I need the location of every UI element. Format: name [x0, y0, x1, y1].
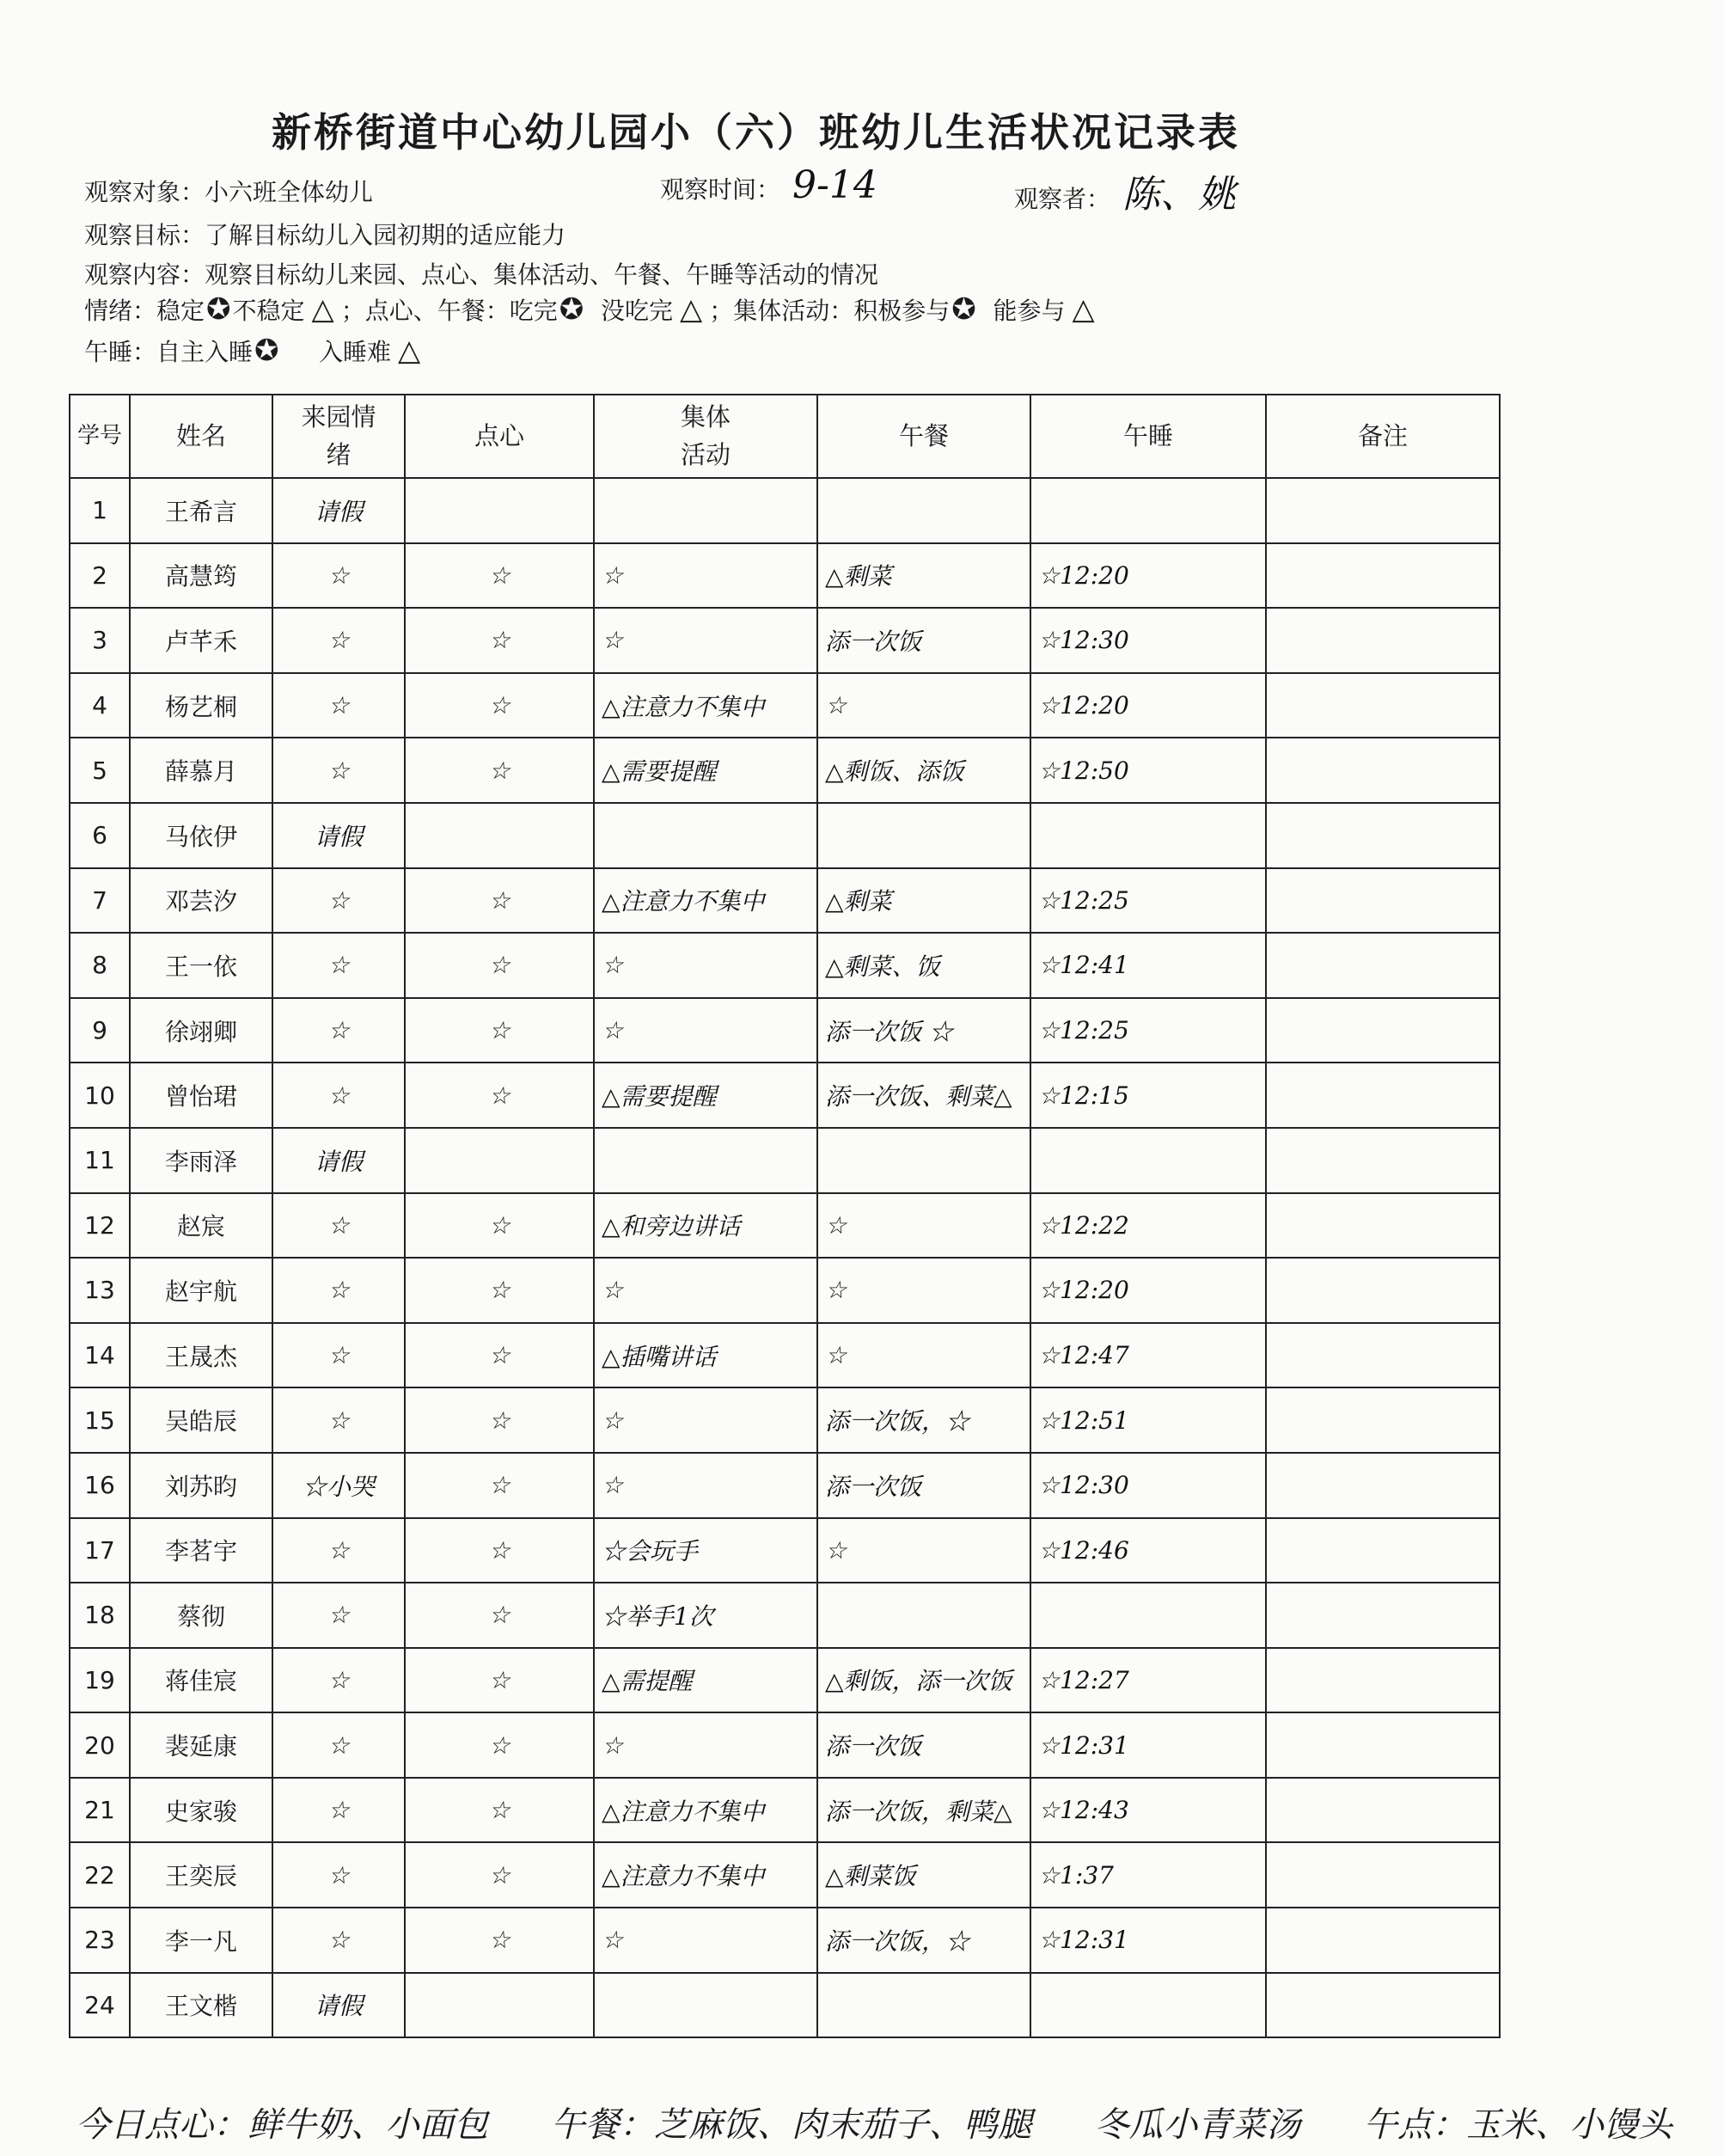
snack-status: ☆ [405, 1193, 594, 1259]
arrival-mood: ☆ [272, 608, 405, 673]
legend-hard-sleep: 入睡难 [319, 338, 392, 366]
table-row [70, 1842, 1500, 1908]
remark [1266, 998, 1500, 1063]
lunch-status: 添一次饭 ☆ [817, 998, 1030, 1063]
row-number: 16 [70, 1453, 130, 1518]
activity-status: △需要提醒 [594, 1063, 817, 1128]
row-number: 6 [70, 803, 130, 868]
nap-status [1030, 1583, 1266, 1648]
child-name: 李雨泽 [130, 1128, 272, 1193]
arrival-mood: ☆ [272, 1842, 405, 1908]
child-name: 马依伊 [130, 803, 272, 868]
lunch-status: ☆ [817, 1193, 1030, 1259]
arrival-mood: ☆ [272, 1583, 405, 1648]
activity-status: △注意力不集中 [594, 673, 817, 738]
arrival-mood: ☆ [272, 1648, 405, 1713]
row-number: 21 [70, 1778, 130, 1843]
activity-status [594, 803, 817, 868]
table-row [70, 738, 1500, 803]
observe-target-value: 小六班全体幼儿 [205, 178, 374, 206]
arrival-mood: ☆ [272, 1712, 405, 1778]
remark [1266, 608, 1500, 673]
row-number: 4 [70, 673, 130, 738]
table-row [70, 868, 1500, 934]
snack-status: ☆ [405, 868, 594, 934]
star-icon: ✪ [951, 292, 976, 327]
arrival-mood: ☆ [272, 1323, 405, 1388]
soup-today: 冬瓜小青菜汤 [1094, 2105, 1301, 2145]
row-number: 7 [70, 868, 130, 934]
activity-status: △和旁边讲话 [594, 1193, 817, 1259]
content-label: 观察内容： [84, 260, 205, 289]
arrival-mood: ☆ [272, 1908, 405, 1973]
arrival-mood: ☆ [272, 1258, 405, 1323]
header-remark: 备注 [1266, 395, 1500, 478]
table-row [70, 1193, 1500, 1259]
table-row [70, 1648, 1500, 1713]
nap-status [1030, 1973, 1266, 2038]
table-row [70, 608, 1500, 673]
afternoon-snack-today: 午点：玉米、小馒头 [1363, 2105, 1673, 2145]
snack-status: ☆ [405, 1712, 594, 1778]
remark [1266, 933, 1500, 998]
arrival-mood: ☆ [272, 543, 405, 609]
lunch-status: △剩菜、饭 [817, 933, 1030, 998]
table-row [70, 1973, 1500, 2038]
arrival-mood: ☆ [272, 1387, 405, 1453]
lunch-status: ☆ [817, 1518, 1030, 1583]
snack-status [405, 803, 594, 868]
observe-target-label: 观察对象： [84, 178, 205, 206]
table-row [70, 1583, 1500, 1648]
table-row [70, 1258, 1500, 1323]
row-number: 14 [70, 1323, 130, 1388]
arrival-mood: ☆ [272, 933, 405, 998]
arrival-mood: ☆小哭 [272, 1453, 405, 1518]
lunch-status [817, 478, 1030, 543]
row-number: 18 [70, 1583, 130, 1648]
lunch-status: 添一次饭 [817, 608, 1030, 673]
snack-status: ☆ [405, 738, 594, 803]
star-icon: ✪ [254, 334, 279, 368]
lunch-status: 添一次饭、剩菜△ [817, 1063, 1030, 1128]
snack-status: ☆ [405, 1453, 594, 1518]
lunch-status: △剩饭，添一次饭 [817, 1648, 1030, 1713]
activity-status: ☆ [594, 1712, 817, 1778]
snack-status: ☆ [405, 543, 594, 609]
header-id: 学号 [70, 395, 130, 478]
child-name: 刘苏昀 [130, 1453, 272, 1518]
nap-status: ☆12:43 [1030, 1778, 1266, 1843]
table-row [70, 998, 1500, 1063]
snack-status [405, 1128, 594, 1193]
row-number: 20 [70, 1712, 130, 1778]
activity-status: △注意力不集中 [594, 1842, 817, 1908]
snack-status: ☆ [405, 1842, 594, 1908]
nap-status: ☆12:51 [1030, 1387, 1266, 1453]
nap-status [1030, 1128, 1266, 1193]
activity-status: ☆ [594, 608, 817, 673]
child-name: 杨艺桐 [130, 673, 272, 738]
row-number: 11 [70, 1128, 130, 1193]
legend-line-1 [84, 292, 1102, 327]
snack-status: ☆ [405, 1387, 594, 1453]
remark [1266, 478, 1500, 543]
goal-value: 了解目标幼儿入园初期的适应能力 [205, 221, 566, 249]
row-number: 22 [70, 1842, 130, 1908]
remark [1266, 543, 1500, 609]
snack-status: ☆ [405, 673, 594, 738]
table-row [70, 1453, 1500, 1518]
snack-today: 今日点心：鲜牛奶、小面包 [76, 2105, 488, 2145]
header-nap: 午睡 [1030, 395, 1266, 478]
observe-target [84, 174, 373, 208]
activity-status: △需要提醒 [594, 738, 817, 803]
lunch-status: △剩菜饭 [817, 1842, 1030, 1908]
child-name: 李茗宇 [130, 1518, 272, 1583]
snack-status: ☆ [405, 1063, 594, 1128]
nap-status: ☆12:30 [1030, 1453, 1266, 1518]
row-number: 23 [70, 1908, 130, 1973]
table-row [70, 1063, 1500, 1128]
remark [1266, 1712, 1500, 1778]
lunch-status [817, 803, 1030, 868]
remark [1266, 1387, 1500, 1453]
legend-mood: 情绪：稳定 [84, 297, 205, 325]
activity-status: △插嘴讲话 [594, 1323, 817, 1388]
table-row [70, 1518, 1500, 1583]
table-row [70, 478, 1500, 543]
remark [1266, 1453, 1500, 1518]
triangle-icon: △ [1072, 292, 1095, 327]
row-number: 10 [70, 1063, 130, 1128]
remark [1266, 1842, 1500, 1908]
row-number: 2 [70, 543, 130, 609]
activity-status: ☆举手1次 [594, 1583, 817, 1648]
child-name: 曾怡珺 [130, 1063, 272, 1128]
activity-status [594, 1128, 817, 1193]
table-row [70, 1712, 1500, 1778]
nap-status [1030, 478, 1266, 543]
child-name: 史家骏 [130, 1778, 272, 1843]
nap-status: ☆12:27 [1030, 1648, 1266, 1713]
child-name: 徐翊卿 [130, 998, 272, 1063]
snack-status [405, 1973, 594, 2038]
nap-status: ☆12:47 [1030, 1323, 1266, 1388]
child-name: 王文楷 [130, 1973, 272, 2038]
row-number: 19 [70, 1648, 130, 1713]
legend-nap: 午睡：自主入睡 [84, 338, 254, 366]
remark [1266, 868, 1500, 934]
nap-status: ☆1:37 [1030, 1842, 1266, 1908]
observe-time-value: 9-14 [792, 163, 877, 207]
arrival-mood: ☆ [272, 1778, 405, 1843]
child-name: 王奕辰 [130, 1842, 272, 1908]
triangle-icon: △ [398, 334, 421, 368]
snack-status: ☆ [405, 1648, 594, 1713]
lunch-status: 添一次饭，☆ [817, 1908, 1030, 1973]
daily-menu-note [76, 2098, 1673, 2149]
remark [1266, 1518, 1500, 1583]
row-number: 15 [70, 1387, 130, 1453]
legend-activity: ；集体活动：积极参与 [709, 297, 951, 325]
lunch-status: 添一次饭 [817, 1453, 1030, 1518]
arrival-mood: ☆ [272, 998, 405, 1063]
nap-status: ☆12:25 [1030, 998, 1266, 1063]
arrival-mood: ☆ [272, 1518, 405, 1583]
activity-status: ☆ [594, 998, 817, 1063]
nap-status: ☆12:30 [1030, 608, 1266, 673]
activity-status: ☆ [594, 1908, 817, 1973]
arrival-mood: ☆ [272, 1193, 405, 1259]
star-icon: ✪ [559, 292, 584, 327]
nap-status: ☆12:15 [1030, 1063, 1266, 1128]
arrival-mood: 请假 [272, 803, 405, 868]
observer-value: 陈、姚 [1122, 173, 1237, 217]
row-number: 9 [70, 998, 130, 1063]
nap-status: ☆12:31 [1030, 1908, 1266, 1973]
remark [1266, 1973, 1500, 2038]
nap-status: ☆12:50 [1030, 738, 1266, 803]
arrival-mood: ☆ [272, 1063, 405, 1128]
star-icon: ✪ [206, 292, 231, 327]
table-row [70, 933, 1500, 998]
nap-status: ☆12:25 [1030, 868, 1266, 934]
lunch-status: ☆ [817, 1258, 1030, 1323]
table-row [70, 1323, 1500, 1388]
child-name: 李一凡 [130, 1908, 272, 1973]
nap-status: ☆12:31 [1030, 1712, 1266, 1778]
row-number: 13 [70, 1258, 130, 1323]
legend-line-2 [84, 334, 427, 368]
lunch-status: 添一次饭 [817, 1712, 1030, 1778]
snack-status: ☆ [405, 933, 594, 998]
lunch-status: ☆ [817, 673, 1030, 738]
legend-not-finished: 没吃完 [601, 297, 674, 325]
activity-status [594, 478, 817, 543]
table-row [70, 1128, 1500, 1193]
remark [1266, 1063, 1500, 1128]
lunch-status: △剩饭、添饭 [817, 738, 1030, 803]
remark [1266, 673, 1500, 738]
child-name: 薛慕月 [130, 738, 272, 803]
arrival-mood: ☆ [272, 738, 405, 803]
nap-status [1030, 803, 1266, 868]
snack-status: ☆ [405, 608, 594, 673]
activity-status: ☆ [594, 1387, 817, 1453]
activity-status: ☆ [594, 1258, 817, 1323]
child-name: 高慧筠 [130, 543, 272, 609]
arrival-mood: 请假 [272, 478, 405, 543]
table-body [70, 478, 1500, 2037]
row-number: 3 [70, 608, 130, 673]
row-number: 12 [70, 1193, 130, 1259]
nap-status: ☆12:20 [1030, 543, 1266, 609]
lunch-status: △剩菜 [817, 543, 1030, 609]
table-row [70, 1387, 1500, 1453]
child-name: 赵宇航 [130, 1258, 272, 1323]
child-name: 吴皓辰 [130, 1387, 272, 1453]
remark [1266, 1258, 1500, 1323]
nap-status: ☆12:46 [1030, 1518, 1266, 1583]
row-number: 5 [70, 738, 130, 803]
remark [1266, 1128, 1500, 1193]
goal-label: 观察目标： [84, 221, 205, 249]
activity-status: △注意力不集中 [594, 868, 817, 934]
record-table [69, 394, 1501, 2038]
remark [1266, 738, 1500, 803]
header-activity: 集体活动 [594, 395, 817, 478]
nap-status: ☆12:41 [1030, 933, 1266, 998]
triangle-icon: △ [311, 292, 334, 327]
arrival-mood: ☆ [272, 673, 405, 738]
child-name: 蔡彻 [130, 1583, 272, 1648]
remark [1266, 803, 1500, 868]
observe-time [660, 163, 877, 207]
header-lunch: 午餐 [817, 395, 1030, 478]
observer [1014, 163, 1236, 218]
remark [1266, 1193, 1500, 1259]
table-row [70, 673, 1500, 738]
row-number: 8 [70, 933, 130, 998]
child-name: 王一依 [130, 933, 272, 998]
arrival-mood: ☆ [272, 868, 405, 934]
child-name: 王希言 [130, 478, 272, 543]
nap-status: ☆12:20 [1030, 1258, 1266, 1323]
observe-content [84, 256, 878, 291]
arrival-mood: 请假 [272, 1973, 405, 2038]
lunch-status: ☆ [817, 1323, 1030, 1388]
observe-goal [84, 217, 565, 251]
legend-snack-lunch: ；点心、午餐：吃完 [340, 297, 558, 325]
child-name: 裴延康 [130, 1712, 272, 1778]
snack-status: ☆ [405, 1323, 594, 1388]
lunch-status [817, 1128, 1030, 1193]
remark [1266, 1778, 1500, 1843]
snack-status: ☆ [405, 1908, 594, 1973]
remark [1266, 1908, 1500, 1973]
nap-status: ☆12:22 [1030, 1193, 1266, 1259]
snack-status: ☆ [405, 998, 594, 1063]
header-name: 姓名 [130, 395, 272, 478]
table-row [70, 543, 1500, 609]
lunch-status: △剩菜 [817, 868, 1030, 934]
activity-status [594, 1973, 817, 2038]
snack-status: ☆ [405, 1258, 594, 1323]
activity-status: ☆ [594, 1453, 817, 1518]
arrival-mood: 请假 [272, 1128, 405, 1193]
lunch-status [817, 1583, 1030, 1648]
activity-status: △需提醒 [594, 1648, 817, 1713]
remark [1266, 1648, 1500, 1713]
table-header-row [70, 395, 1500, 478]
snack-status: ☆ [405, 1778, 594, 1843]
snack-status [405, 478, 594, 543]
lunch-today: 午餐：芝麻饭、肉末茄子、鸭腿 [550, 2105, 1032, 2145]
remark [1266, 1583, 1500, 1648]
snack-status: ☆ [405, 1518, 594, 1583]
table-row [70, 803, 1500, 868]
table-row [70, 1908, 1500, 1973]
row-number: 17 [70, 1518, 130, 1583]
activity-status: △注意力不集中 [594, 1778, 817, 1843]
lunch-status: 添一次饭，剩菜△ [817, 1778, 1030, 1843]
snack-status: ☆ [405, 1583, 594, 1648]
legend-can-participate: 能参与 [993, 297, 1066, 325]
child-name: 王晟杰 [130, 1323, 272, 1388]
header-snack: 点心 [405, 395, 594, 478]
row-number: 1 [70, 478, 130, 543]
activity-status: ☆ [594, 543, 817, 609]
header-arrival: 来园情绪 [272, 395, 405, 478]
remark [1266, 1323, 1500, 1388]
triangle-icon: △ [680, 292, 703, 327]
row-number: 24 [70, 1973, 130, 2038]
observe-time-label: 观察时间： [660, 175, 781, 204]
child-name: 卢芊禾 [130, 608, 272, 673]
lunch-status [817, 1973, 1030, 2038]
child-name: 赵宸 [130, 1193, 272, 1259]
child-name: 蒋佳宸 [130, 1648, 272, 1713]
child-name: 邓芸汐 [130, 868, 272, 934]
table-row [70, 1778, 1500, 1843]
activity-status: ☆会玩手 [594, 1518, 817, 1583]
activity-status: ☆ [594, 933, 817, 998]
observer-label: 观察者： [1014, 185, 1111, 213]
content-value: 观察目标幼儿来园、点心、集体活动、午餐、午睡等活动的情况 [205, 260, 879, 289]
nap-status: ☆12:20 [1030, 673, 1266, 738]
lunch-status: 添一次饭，☆ [817, 1387, 1030, 1453]
page-title: 新桥街道中心幼儿园小（六）班幼儿生活状况记录表 [272, 109, 1240, 156]
legend-unstable: 不稳定 [232, 297, 305, 325]
